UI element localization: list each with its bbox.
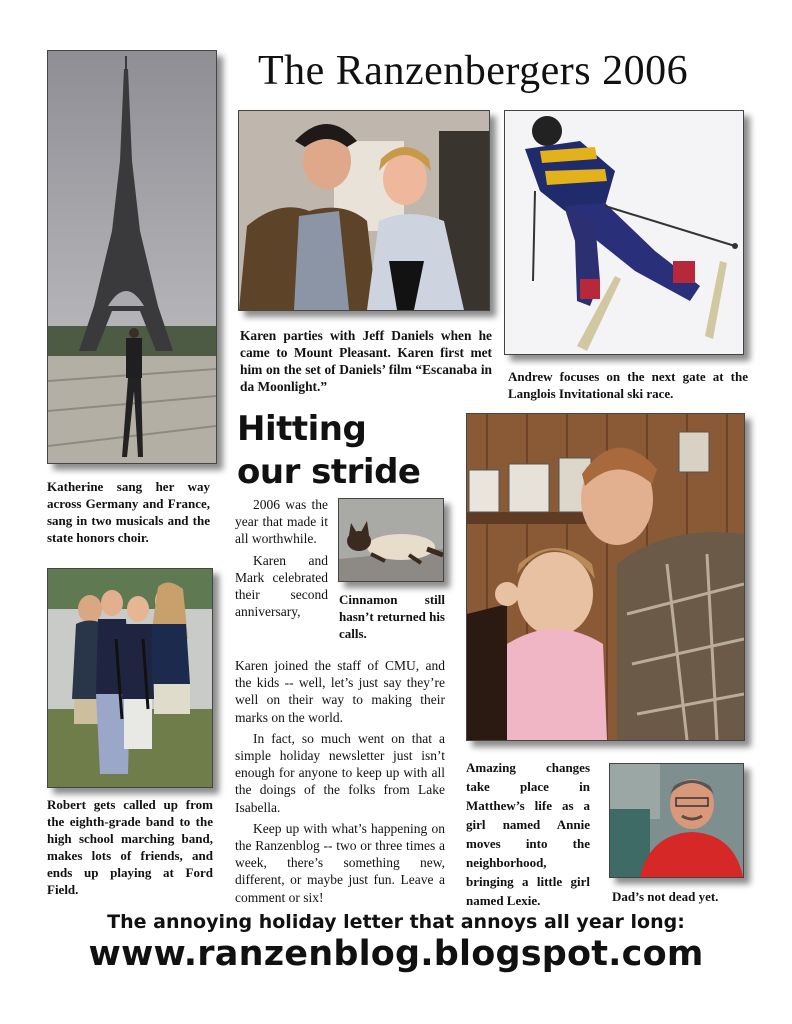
- photo-dad: [609, 763, 744, 878]
- photo-skier: [504, 110, 744, 355]
- photo-eiffel-tower: [47, 50, 217, 464]
- caption-matthew: Amazing changes take place in Matthew’s life as a girl named Annie moves into the neighborhood, bringing a little girl named Lexie.: [466, 760, 590, 908]
- article-paragraph-3: In fact, so much went on that a simple holiday newsletter just isn’t enough for anyone to keep up with all the doings of the folks from Lake Isabella.: [235, 730, 445, 815]
- footer-tagline: The annoying holiday letter that annoys all year long:: [107, 911, 685, 933]
- caption-jeff-daniels: Karen parties with Jeff Daniels when he came to Mount Pleasant. Karen first met him on the set of Daniels’ film “Escanaba in da Moonlight.”: [240, 328, 492, 394]
- photo-jeff-daniels: [238, 110, 490, 311]
- article-body-main: [235, 657, 445, 906]
- caption-dad: Dad’s not dead yet.: [612, 889, 719, 904]
- photo-cat-cinnamon: [338, 498, 444, 582]
- article-paragraph-2-cont: Karen joined the staff of CMU, and the kids -- well, let’s just say they’re well on their way to making their marks on the world.: [235, 658, 445, 725]
- caption-andrew: Andrew focuses on the next gate at the Langlois Invitational ski race.: [508, 369, 748, 401]
- article-paragraph-2-start: Karen and Mark celebrated their second anniversary,: [235, 552, 328, 620]
- photo-band: [47, 568, 213, 788]
- footer-blog-url[interactable]: www.ranzenblog.blogspot.com: [88, 934, 704, 974]
- caption-katherine: Katherine sang her way across Germany and France, sang in two musicals and the state honors choir.: [47, 479, 210, 545]
- caption-cinnamon: Cinnamon still hasn’t returned his calls.: [339, 592, 445, 641]
- article-paragraph-1: 2006 was the year that made it all worthwhile.: [235, 497, 328, 547]
- article-headline-line1: Hitting: [237, 409, 367, 449]
- article-headline-line2: our stride: [237, 452, 421, 492]
- photo-matthew-lexie: [466, 413, 745, 741]
- article-body-top: [235, 496, 328, 620]
- article-paragraph-4: Keep up with what’s happening on the Ranzenblog -- two or three times a week, there’s something new, different, or maybe just fun. Leave a comment or six!: [235, 820, 445, 905]
- page-title: The Ranzenbergers 2006: [258, 48, 689, 94]
- caption-robert: Robert gets called up from the eighth-grade band to the high school marching band, makes lots of friends, and ends up playing at Ford Field.: [47, 797, 213, 897]
